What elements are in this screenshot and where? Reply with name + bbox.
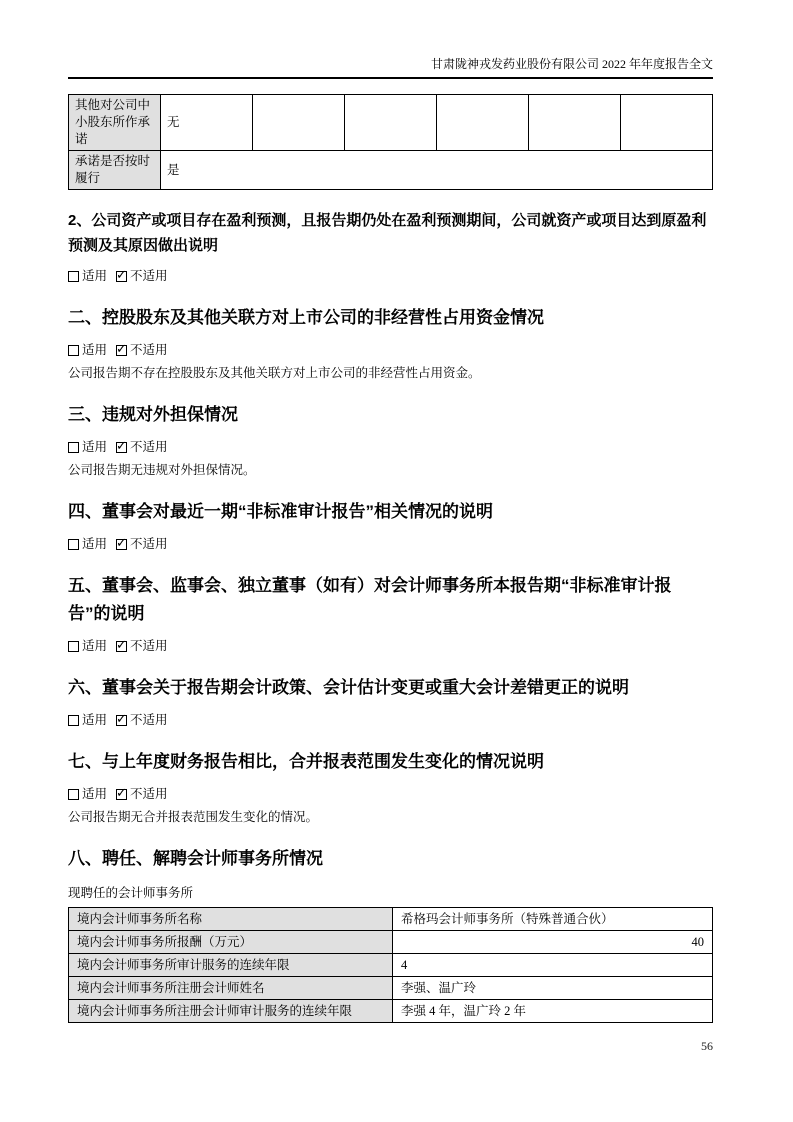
empty-cell xyxy=(345,95,437,151)
table-row xyxy=(69,931,713,954)
not-applicable-option xyxy=(116,536,168,552)
applicable-option xyxy=(68,439,107,455)
checkbox-checked-icon: ✓ xyxy=(116,535,127,551)
commitment-table xyxy=(68,94,713,190)
not-applicable-label: 不适用 xyxy=(130,537,168,551)
page-header xyxy=(68,56,713,79)
checkbox-checked-icon: ✓ xyxy=(116,267,127,283)
not-applicable-option xyxy=(116,712,168,728)
section-title-3: 三、违规对外担保情况 xyxy=(68,405,238,424)
not-applicable-label: 不适用 xyxy=(130,713,168,727)
auditor-row-value: 4 xyxy=(393,954,713,977)
not-applicable-option xyxy=(116,439,168,455)
checkbox-checked-icon: ✓ xyxy=(116,785,127,801)
checkbox-checked-icon: ✓ xyxy=(116,438,127,454)
auditor-row-label: 境内会计师事务所注册会计师审计服务的连续年限 xyxy=(69,1000,393,1023)
applicability-line xyxy=(68,268,713,284)
empty-cell xyxy=(621,95,713,151)
page-number: 56 xyxy=(701,1039,713,1053)
checkbox-unchecked-icon xyxy=(68,715,79,726)
section-title-5: 五、董事会、监事会、独立董事（如有）对会计师事务所本报告期“非标准审计报告”的说明 xyxy=(68,576,672,623)
checkbox-checked-icon: ✓ xyxy=(116,341,127,357)
not-applicable-option xyxy=(116,786,168,802)
applicability-line xyxy=(68,342,713,358)
not-applicable-option xyxy=(116,268,168,284)
section-title-6: 六、董事会关于报告期会计政策、会计估计变更或重大会计差错更正的说明 xyxy=(68,678,629,697)
not-applicable-label: 不适用 xyxy=(130,787,168,801)
not-applicable-label: 不适用 xyxy=(130,639,168,653)
auditor-row-label: 境内会计师事务所注册会计师姓名 xyxy=(69,977,393,1000)
section-title-2: 二、控股股东及其他关联方对上市公司的非经营性占用资金情况 xyxy=(68,308,544,327)
empty-cell xyxy=(253,95,345,151)
not-applicable-option xyxy=(116,638,168,654)
commitment-row2-value: 是 xyxy=(161,151,713,190)
applicable-label: 适用 xyxy=(82,639,108,653)
section-title-8: 八、聘任、解聘会计师事务所情况 xyxy=(68,849,323,868)
applicability-line xyxy=(68,638,713,654)
section-note-2: 公司报告期不存在控股股东及其他关联方对上市公司的非经营性占用资金。 xyxy=(68,366,481,380)
table-row xyxy=(69,151,713,190)
checkbox-unchecked-icon xyxy=(68,442,79,453)
applicability-line xyxy=(68,712,713,728)
applicable-label: 适用 xyxy=(82,343,108,357)
auditor-row-value: 希格玛会计师事务所（特殊普通合伙） xyxy=(393,908,713,931)
applicable-option xyxy=(68,268,107,284)
auditor-row-value: 40 xyxy=(393,931,713,954)
auditor-row-value: 李强 4 年，温广玲 2 年 xyxy=(393,1000,713,1023)
section-note-7: 公司报告期无合并报表范围发生变化的情况。 xyxy=(68,810,319,824)
auditor-row-label: 境内会计师事务所名称 xyxy=(69,908,393,931)
applicable-label: 适用 xyxy=(82,269,108,283)
checkbox-unchecked-icon xyxy=(68,271,79,282)
checkbox-checked-icon: ✓ xyxy=(116,711,127,727)
auditor-row-value: 李强、温广玲 xyxy=(393,977,713,1000)
applicable-option xyxy=(68,342,107,358)
applicable-option xyxy=(68,638,107,654)
applicable-label: 适用 xyxy=(82,440,108,454)
section-note-3: 公司报告期无违规对外担保情况。 xyxy=(68,463,256,477)
checkbox-checked-icon: ✓ xyxy=(116,637,127,653)
auditor-table xyxy=(68,907,713,1023)
table-row xyxy=(69,954,713,977)
not-applicable-label: 不适用 xyxy=(130,269,168,283)
checkbox-unchecked-icon xyxy=(68,539,79,550)
checkbox-unchecked-icon xyxy=(68,345,79,356)
applicable-option xyxy=(68,786,107,802)
table-row xyxy=(69,908,713,931)
subsection-title-profit-forecast: 2、公司资产或项目存在盈利预测，且报告期仍处在盈利预测期间，公司就资产或项目达到原盈利预测及其原因做出说明 xyxy=(68,212,707,254)
applicability-line xyxy=(68,536,713,552)
auditor-table-intro: 现聘任的会计师事务所 xyxy=(68,886,194,900)
not-applicable-option xyxy=(116,342,168,358)
commitment-row2-label: 承诺是否按时履行 xyxy=(69,151,161,190)
section-title-7: 七、与上年度财务报告相比，合并报表范围发生变化的情况说明 xyxy=(68,752,544,771)
not-applicable-label: 不适用 xyxy=(130,343,168,357)
section-title-4: 四、董事会对最近一期“非标准审计报告”相关情况的说明 xyxy=(68,502,493,521)
applicable-option xyxy=(68,536,107,552)
not-applicable-label: 不适用 xyxy=(130,440,168,454)
applicability-line xyxy=(68,439,713,455)
applicable-label: 适用 xyxy=(82,537,108,551)
commitment-row1-label: 其他对公司中小股东所作承诺 xyxy=(69,95,161,151)
auditor-row-label: 境内会计师事务所审计服务的连续年限 xyxy=(69,954,393,977)
checkbox-unchecked-icon xyxy=(68,789,79,800)
table-row xyxy=(69,1000,713,1023)
empty-cell xyxy=(529,95,621,151)
table-row xyxy=(69,977,713,1000)
applicable-option xyxy=(68,712,107,728)
report-header-title: 甘肃陇神戎发药业股份有限公司 2022 年年度报告全文 xyxy=(430,57,713,71)
checkbox-unchecked-icon xyxy=(68,641,79,652)
commitment-row1-value: 无 xyxy=(161,95,253,151)
applicable-label: 适用 xyxy=(82,713,108,727)
table-row xyxy=(69,95,713,151)
applicable-label: 适用 xyxy=(82,787,108,801)
empty-cell xyxy=(437,95,529,151)
applicability-line xyxy=(68,786,713,802)
auditor-row-label: 境内会计师事务所报酬（万元） xyxy=(69,931,393,954)
